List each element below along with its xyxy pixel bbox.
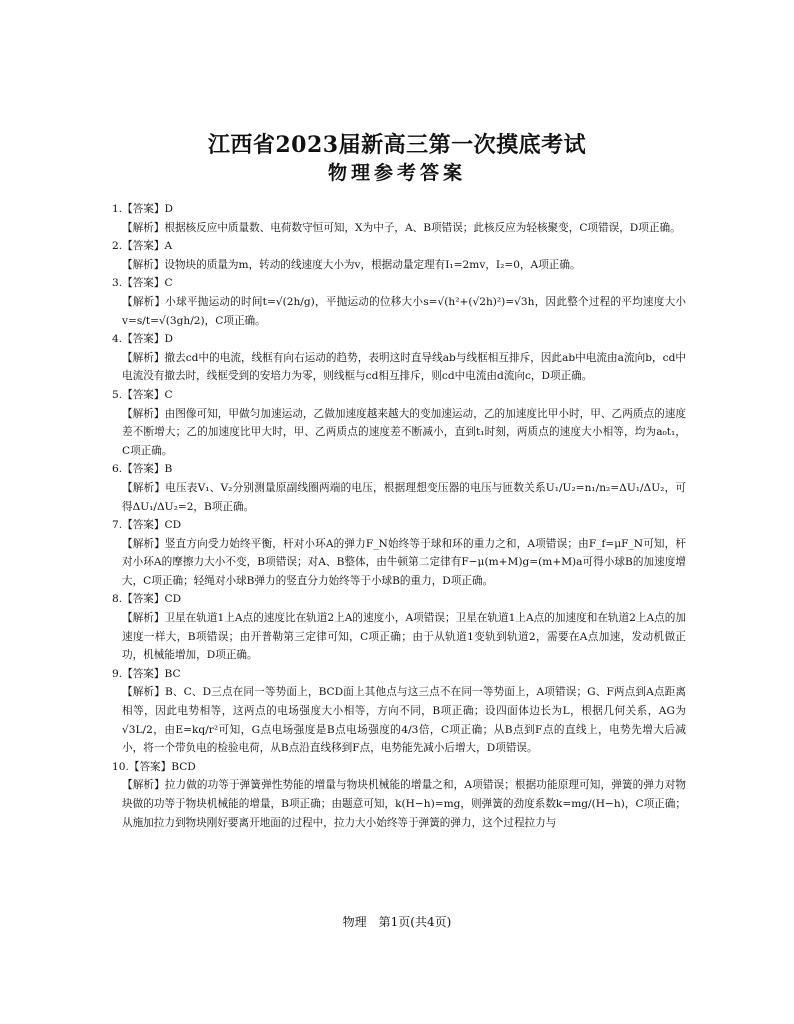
answer-line: 5.【答案】C [112,388,173,401]
explanation-text: 【解析】竖直方向受力始终平衡，杆对小环A的弹力F_N始终等于球和环的重力之和，A项错误；由F_f=μF_N可知，杆对小环A的摩擦力大小不变，B项错误；对A、B整体，由牛顿第二定律有F−μ(m+M)g=(m+M)a可得小球B的加速度增大，C项正确；轻绳对小球B弹力的竖直分力始终等于小球B的重力，D项正确。 [122,537,686,587]
explanation-text: 【解析】电压表V₁、V₂分别测量原副线圈两端的电压，根据理想变压器的电压与匝数关系U₁/U₂=n₁/n₂=ΔU₁/ΔU₂，可得ΔU₁/ΔU₂=2，B项正确。 [122,481,686,513]
question-item [112,274,686,330]
explanation-text: 【解析】拉力做的功等于弹簧弹性势能的增量与物块机械能的增量之和，A项错误；根据功能原理可知，弹簧的弹力对物块做的功等于物块机械能的增量，B项正确；由题意可知，k(H−h)=mg，则弹簧的劲度系数k=mg/(H−h)，C项正确；从施加拉力到物块刚好要离开地面的过程中，拉力大小始终等于弹簧的弹力，这个过程拉力与 [122,779,686,829]
explanation-text: 【解析】由图像可知，甲做匀加速运动，乙做加速度越来越大的变加速运动，乙的加速度比甲小时，甲、乙两质点的速度差不断增大；乙的加速度比甲大时，甲、乙两质点的速度差不断减小，直到t₁时刻，两质点的速度大小相等，均为a₀t₁，C项正确。 [122,407,686,457]
question-item [112,590,686,664]
explanation-text: 【解析】小球平抛运动的时间t=√(2h/g)，平抛运动的位移大小s=√(h²+(√2h)²)=√3h，因此整个过程的平均速度大小v=s/t=√(3gh/2)，C项正确。 [122,295,686,327]
answer-line: 7.【答案】CD [112,519,182,532]
explanation-text: 【解析】B、C、D三点在同一等势面上，BCD面上其他点与这三点不在同一等势面上，A项错误；G、F两点到A点距离相等，因此电势相等，这两点的电场强度大小相等，方向不同，B项正确；设四面体边长为L，根据几何关系，AG为√3L/2，由E=kq/r²可知，G点电场强度是B点电场强度的4/3倍，C项正确；从B点到F点的直线上，电势先增大后减小，将一个带负电的检验电荷，从B点沿直线移到F点，电势能先减小后增大，D项错误。 [122,686,686,755]
answer-line: 6.【答案】B [112,463,173,476]
answer-line: 10.【答案】BCD [112,760,196,773]
answer-line: 8.【答案】CD [112,593,182,606]
question-item [112,237,686,274]
answer-line: 2.【答案】A [112,240,173,253]
explanation-text: 【解析】卫星在轨道1上A点的速度比在轨道2上A的速度小，A项错误；卫星在轨道1上A点的加速度和在轨道2上A点的加速度一样大，B项错误；由开普勒第三定律可知，C项正确；由于从轨道1变轨到轨道2，需要在A点加速，发动机做正功，机械能增加，D项正确。 [122,612,686,662]
page-subtitle: 物理参考答案 [327,162,466,184]
question-item [112,758,686,832]
question-item [112,460,686,516]
explanation-text: 【解析】根据核反应中质量数、电荷数守恒可知，X为中子，A、B项错误；此核反应为轻核聚变，C项错误，D项正确。 [122,221,681,234]
page-title: 江西省2023届新高三第一次摸底考试 [207,132,587,158]
answer-line: 3.【答案】C [112,277,173,290]
explanation-text: 【解析】撤去cd中的电流，线框有向右运动的趋势，表明这时直导线ab与线框相互排斥，因此ab中电流由a流向b，cd中电流没有撤去时，线框受到的安培力为零，则线框与cd相互排斥，则cd中电流由d流向c，D项正确。 [122,351,686,383]
answer-line: 1.【答案】D [112,203,173,215]
page-footer: 物理 第1页(共4页) [342,915,452,929]
answer-line: 9.【答案】BC [112,667,181,680]
question-item [112,516,686,590]
question-item [112,665,686,758]
answers-list [112,200,686,832]
answer-line: 4.【答案】D [112,333,173,346]
question-item [112,330,686,386]
explanation-text: 【解析】设物块的质量为m，转动的线速度大小为v，根据动量定理有I₁=2mv，I₂=0，A项正确。 [122,258,581,271]
question-item [112,200,686,237]
question-item [112,386,686,460]
